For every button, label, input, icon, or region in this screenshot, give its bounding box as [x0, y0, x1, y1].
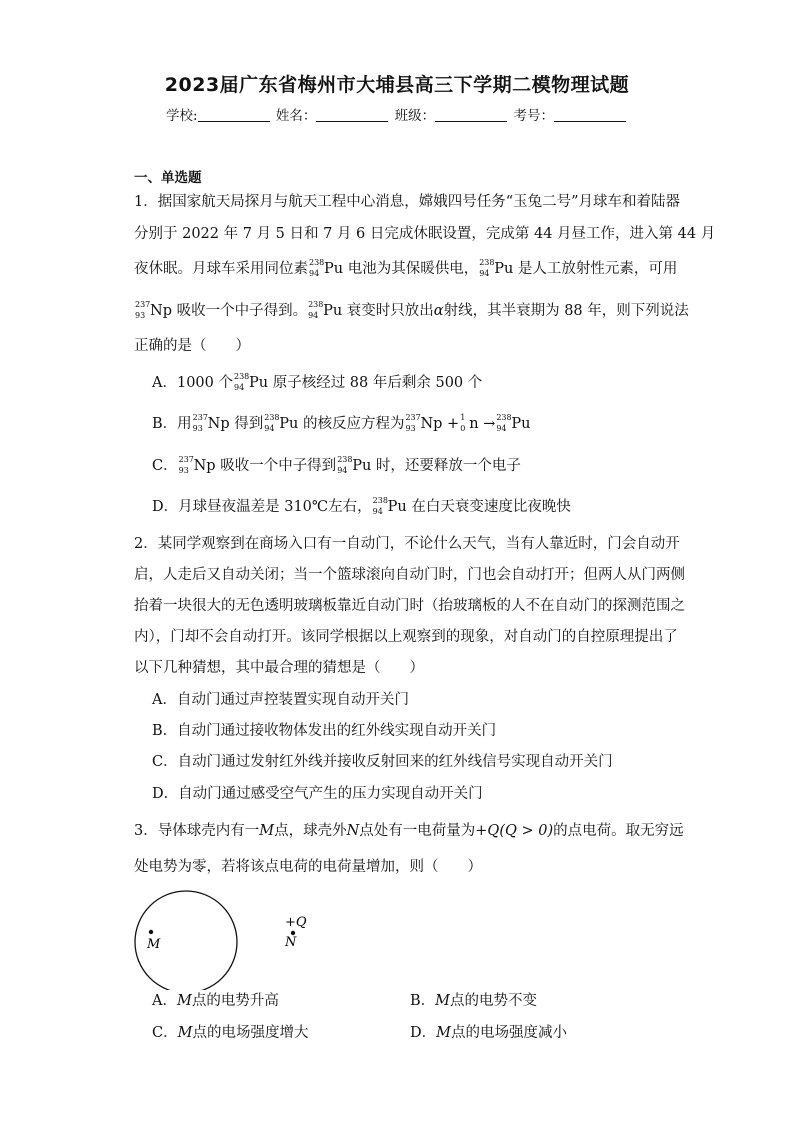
q1-option-b[interactable]: B．用 237 93 Np 得到 238 94 Pu 的核反应方程为 237 93 Np + 1 0 n → 238 94 Pu	[152, 413, 531, 433]
point-m-label: M	[147, 937, 161, 952]
q3-line2: 处电势为零，若将该点电荷的电荷量增加，则（ ）	[134, 859, 482, 875]
q2-line1: 2．某同学观察到在商场入口有一自动门，不论什么天气，当有人靠近时，门会自动开	[134, 536, 680, 552]
q1-line1: 1．据国家航天局探月与航天工程中心消息，嫦娥四号任务“玉兔二号”月球车和着陆器	[134, 194, 681, 210]
isotope-np237: 237 93	[135, 300, 151, 320]
isotope-pu238: 238 94	[309, 258, 325, 278]
q1-line4: 237 93 Np 吸收一个中子得到。 238 94 Pu 衰变时只放出α射线，其半衰期为 88 年，则下列说法	[135, 300, 689, 320]
isotope-pu238: 238 94	[308, 300, 324, 320]
q2-line2: 启，人走后又自动关闭；当一个篮球滚向自动门时，门也会自动打开；但两人从门两侧	[134, 567, 685, 583]
point-n-label: N	[285, 935, 297, 950]
charge-label: +Q	[285, 915, 307, 930]
q1-line2: 分别于 2022 年 7 月 5 日和 7 月 6 日完成休眠设置，完成第 44 月昼工作，进入第 44 月	[134, 226, 716, 242]
class-label: 班级：	[394, 108, 436, 124]
q2-option-c[interactable]: C．自动门通过发射红外线并接收反射回来的红外线信号实现自动开关门	[152, 754, 613, 770]
q3-option-a[interactable]: A．M点的电势升高	[152, 993, 279, 1009]
q3-option-c[interactable]: C．M点的电场强度增大	[152, 1025, 309, 1041]
q3-line1: 3．导体球壳内有一M点，球壳外N点处有一电荷量为+Q(Q > 0)的点电荷。取无穷远	[134, 823, 684, 839]
q2-line5: 以下几种猜想，其中最合理的猜想是（ ）	[134, 660, 424, 676]
name-blank	[316, 109, 388, 122]
name-label: 姓名：	[275, 108, 317, 124]
q2-option-a[interactable]: A．自动门通过声控装置实现自动开关门	[152, 692, 409, 708]
q2-line3: 抬着一块很大的无色透明玻璃板靠近自动门时（抬玻璃板的人不在自动门的探测范围之	[134, 598, 685, 614]
class-blank	[435, 109, 507, 122]
q1-line5: 正确的是（ ）	[134, 338, 250, 354]
q2-option-d[interactable]: D．自动门通过感受空气产生的压力实现自动开关门	[152, 786, 483, 802]
point-m-dot	[149, 930, 153, 934]
q2-option-b[interactable]: B．自动门通过接收物体发出的红外线实现自动开关门	[152, 723, 497, 739]
isotope-pu238: 238 94	[479, 258, 495, 278]
q3-figure	[128, 890, 328, 990]
q2-line4: 内），门却不会自动打开。该同学根据以上观察到的现象，对自动门的自控原理提出了	[134, 629, 678, 645]
q3-option-b[interactable]: B．M点的电势不变	[410, 993, 538, 1009]
school-blank	[198, 109, 270, 122]
q1-option-a[interactable]: A．1000 个 238 94 Pu 原子核经过 88 年后剩余 500 个	[152, 372, 483, 392]
school-label: 学校:	[166, 108, 198, 124]
q1-option-c[interactable]: C． 237 93 Np 吸收一个中子得到 238 94 Pu 时，还要释放一个电子	[152, 455, 521, 475]
id-label: 考号：	[513, 108, 554, 124]
id-blank	[554, 109, 626, 122]
q1-option-d[interactable]: D．月球昼夜温差是 310℃左右， 238 94 Pu 在白天衰变速度比夜晚快	[152, 496, 571, 516]
section-heading: 一、单选题	[134, 170, 202, 186]
student-info-line	[0, 104, 794, 124]
q1-line3: 夜休眠。月球车采用同位素 238 94 Pu 电池为其保暖供电， 238 94 Pu 是人工放射性元素，可用	[134, 258, 678, 278]
q3-option-d[interactable]: D．M点的电场强度减小	[410, 1025, 567, 1041]
page-title: 2023届广东省梅州市大埔县高三下学期二模物理试题	[164, 74, 630, 96]
